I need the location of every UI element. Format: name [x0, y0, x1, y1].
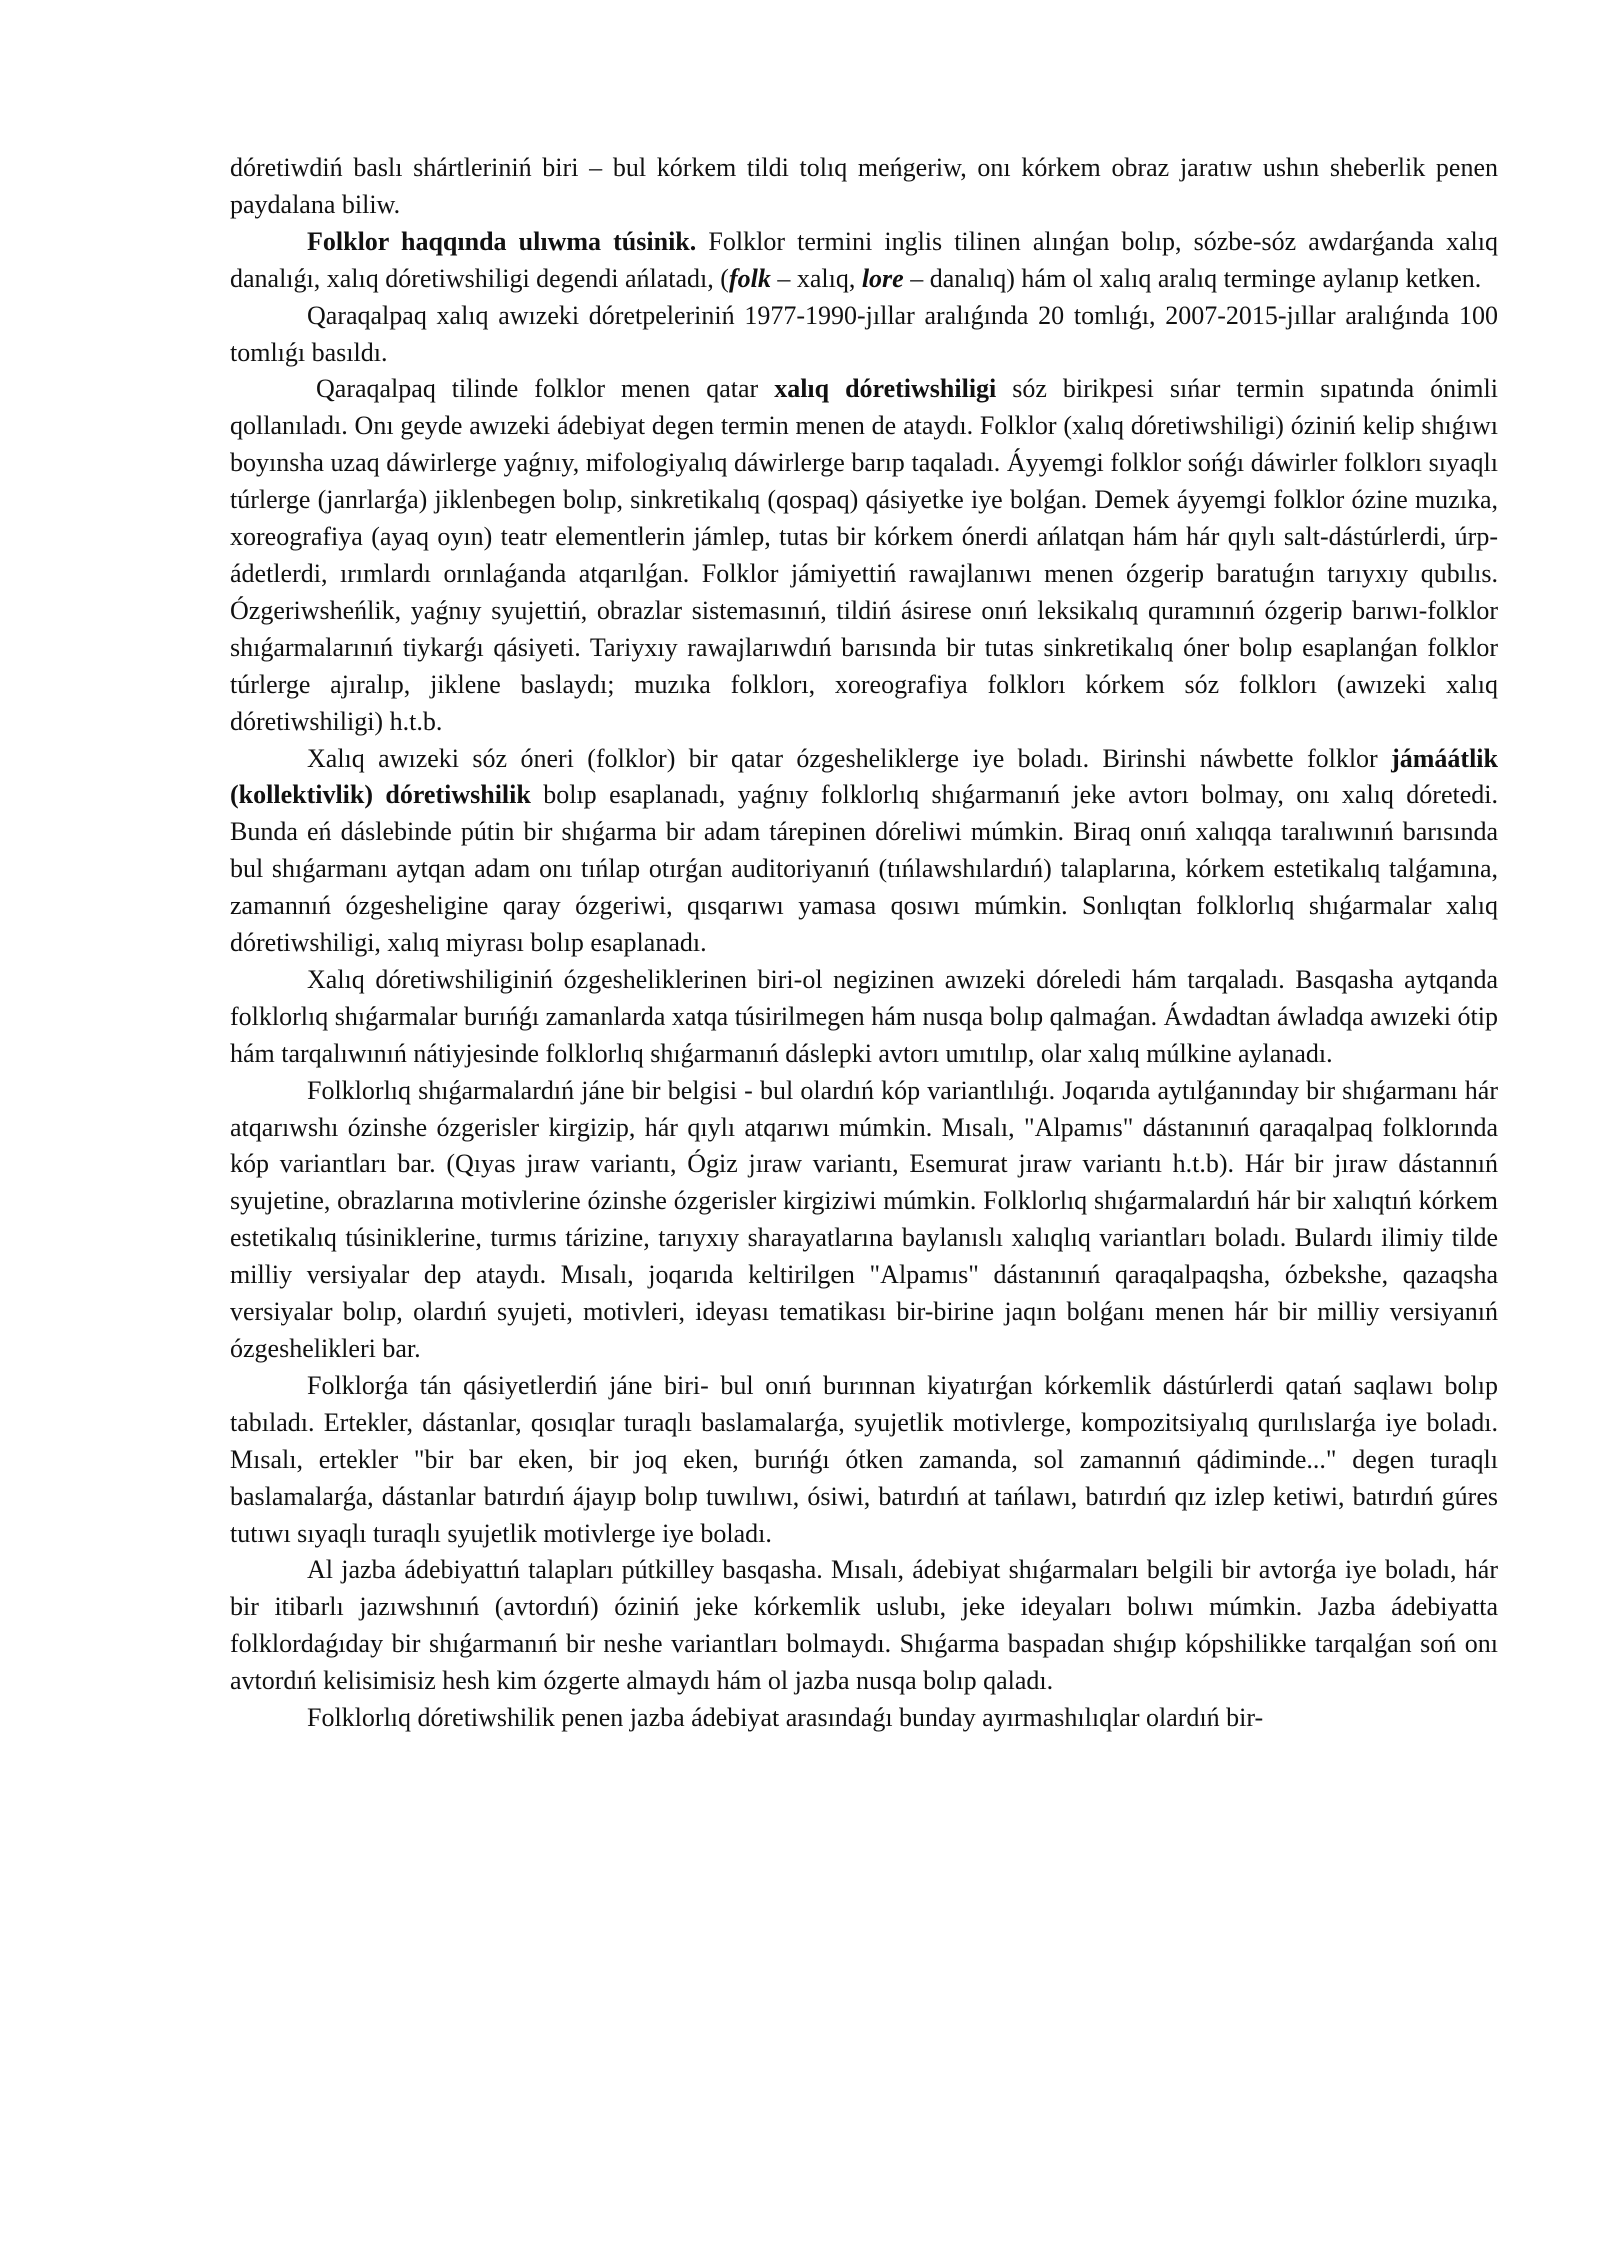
bold-term: xalıq dóretiwshiligi [774, 374, 997, 404]
paragraph-text: Xalıq dóretiwshiliginiń ózgesheliklerinen biri-ol negizinen awızeki dóreledi hám tarqaladı. Basqasha aytqanda folklorlıq shıǵarmalar burıńǵı zamanlarda xatqa túsirilmegen hám nusqa bolıp qalmaǵan. Áwdadtan áwladqa awızeki ótip hám tarqalıwınıń nátiyjesinde folklorlıq shıǵarmanıń dáslepki avtorı umıtılıp, olar xalıq múlkine aylanadı. [230, 964, 1498, 1068]
paragraph-text: bolıp esaplanadı, yaǵnıy folklorlıq shıǵarmanıń jeke avtorı bolmay, onı xalıq dóretedi. Bunda eń dáslebinde pútin bir shıǵarma bir adam tárepinen dóreliwi múmkin. Biraq onıń xalıqqa taralıwınıń barısında bul shıǵarmanı aytqan adam onı tıńlap otırǵan auditoriyanıń (tıńlawshılardıń) talaplarına, kórkem estetikalıq talǵamına, zamannıń ózgesheligine qaray ózgeriwi, qısqarıwı yamasa qosıwı múmkin. Sonlıqtan folklorlıq shıǵarmalar xalıq dóretiwshiligi, xalıq miyrası bolıp esaplanadı. [230, 780, 1498, 958]
paragraph-volumes [230, 298, 1498, 372]
paragraph-text: Folklorlıq shıǵarmalardıń jáne bir belgisi - bul olardıń kóp variantlılıǵı. Joqarıda aytılǵanınday bir shıǵarmanı hár atqarıwshı ózinshe ózgerisler kirgizip, hár qıylı atqarıwı múmkin. Mısalı, "Alpamıs" dástanınıń qaraqalpaq folklorında kóp variantları bar. (Qıyas jıraw variantı, Ógiz jıraw variantı, Esemurat jıraw variantı h.t.b). Hár bir jıraw dástannıń syujetine, obrazlarına motivlerine ózinshe ózgerisler kirgiziwi múmkin. Folklorlıq shıǵarmalardıń hár bir xalıqtıń kórkem estetikalıq túsiniklerine, turmıs tárizine, tarıyxıy sharayatlarına baylanıslı xalıqlıq variantları boladı. Bulardı ilimiy tilde milliy versiyalar dep ataydı. Mısalı, joqarıda keltirilgen "Alpamıs" dástanınıń qaraqalpaqsha, ózbekshe, qazaqsha versiyalar bolıp, olardıń syujeti, motivleri, ideyası tematikası bir-birine jaqın bolǵanı menen hár bir milliy versiyanıń ózgeshelikleri bar. [230, 1075, 1498, 1363]
term-folk: folk [728, 263, 771, 293]
paragraph-folklor-definition [230, 224, 1498, 298]
paragraph-text: Qaraqalpaq xalıq awızeki dóretpeleriniń 1977-1990-jıllar aralıǵında 20 tomlıǵı, 2007-2015-jıllar aralıǵında 100 tomlıǵı basıldı. [230, 300, 1498, 367]
section-heading: Folklor haqqında ulıwma túsinik. [307, 226, 697, 256]
paragraph-variants [230, 1073, 1498, 1368]
document-page [230, 150, 1498, 1737]
paragraph-written-literature [230, 1552, 1498, 1700]
paragraph-text: Xalıq awızeki sóz óneri (folklor) bir qatar ózgesheliklerge iye boladı. Birinshi náwbette folklor [307, 743, 1392, 773]
paragraph-continued [230, 150, 1498, 224]
paragraph-traditions [230, 1368, 1498, 1553]
paragraph-text: Folklor termini inglis tilinen alınǵan bolıp, sózbe-sóz awdarǵanda xalıq danalıǵı, xalıq dóretiwshiligi degendi ańlatadı, ( [230, 226, 1499, 293]
paragraph-text: dóretiwdiń baslı shártleriniń biri – bul kórkem tildi tolıq meńgeriw, onı kórkem obraz jaratıw ushın sheberlik penen paydalana biliw. [230, 153, 1498, 219]
paragraph-text: Folklorlıq dóretiwshilik penen jazba ádebiyat arasındaǵı bunday ayırmashılıqlar olardıń bir- [307, 1703, 1264, 1733]
paragraph-differences [230, 1700, 1498, 1737]
bold-term: jámáátlik (kollektivlik) dóretiwshilik [230, 743, 1498, 810]
paragraph-text: Qaraqalpaq tilinde folklor menen qatar [316, 374, 775, 404]
paragraph-text: – danalıq) hám ol xalıq aralıq terminge aylanıp ketken. [903, 263, 1482, 293]
paragraph-text: Folklorǵa tán qásiyetlerdiń jáne biri- bul onıń burınnan kiyatırǵan kórkemlik dástúrlerdi qatań saqlawı bolıp tabıladı. Ertekler, dástanlar, qosıqlar turaqlı baslamalarǵa, syujetlik motivlerge, kompozitsiyalıq qurılıslarǵa iye boladı. Mısalı, ertekler "bir bar eken, bir joq eken, burıńǵı ótken zamanda, sol zamannıń qádiminde..." degen turaqlı baslamalarǵa, dástanlar batırdıń ájayıp bolıp tuwılıwı, ósiwi, batırdıń at tańlawı, batırdıń qız izlep ketiwi, batırdıń gúres tutıwı sıyaqlı turaqlı syujetlik motivlerge iye boladı. [230, 1370, 1498, 1548]
paragraph-text: Al jazba ádebiyattıń talapları pútkilley basqasha. Mısalı, ádebiyat shıǵarmaları belgili bir avtorǵa iye boladı, hár bir itibarlı jazıwshınıń (avtordıń) óziniń jeke kórkemlik uslubı, jeke ideyaları bolıwı múmkin. Jazba ádebiyatta folklordaǵıday bir shıǵarmanıń bir neshe variantları bolmaydı. Shıǵarma baspadan shıǵıp kópshilikke tarqalǵan soń onı avtordıń kelisimisiz hesh kim ózgerte almaydı hám ol jazba nusqa bolıp qaladı. [230, 1555, 1498, 1696]
paragraph-oral [230, 962, 1498, 1073]
paragraph-text: – xalıq, [770, 263, 862, 293]
term-lore: lore [861, 263, 904, 293]
paragraph-terminology [230, 371, 1498, 740]
paragraph-text: sóz birikpesi sıńar termin sıpatında ónimli qollanıladı. Onı geyde awızeki ádebiyat degen termin menen de ataydı. Folklor (xalıq dóretiwshiligi) óziniń kelip shıǵıwı boyınsha uzaq dáwirlerge yaǵnıy, mifologiyalıq dáwirlerge barıp taqaladı. Áyyemgi folklor sońǵı dáwirler folklorı sıyaqlı túrlerge (janrlarǵa) jiklenbegen bolıp, sinkretikalıq (qospaq) qásiyetke iye bolǵan. Demek áyyemgi folklor ózine muzıka, xoreografiya (ayaq oyın) teatr elementlerin jámlep, tutas bir kórkem ónerdi ańlatqan hám hár qıylı salt-dástúrlerdi, úrp-ádetlerdi, ırımlardı orınlaǵanda atqarılǵan. Folklor jámiyettiń rawajlanıwı menen ózgerip baratuǵın tarıyxıy qubılıs. Ózgeriwsheńlik, yaǵnıy syujettiń, obrazlar sistemasınıń, tildiń ásirese onıń leksikalıq quramınıń ózgerip barıwı-folklor shıǵarmalarınıń tiykarǵı qásiyeti. Tariyxıy rawajlarıwdıń barısında bir tutas sinkretikalıq óner bolıp esaplanǵan folklor túrlerge ajıralıp, jiklene baslaydı; muzıka folklorı, xoreografiya folklorı kórkem sóz folklorı (awızeki xalıq dóretiwshiligi) h.t.b. [230, 374, 1498, 736]
paragraph-collective [230, 741, 1498, 962]
